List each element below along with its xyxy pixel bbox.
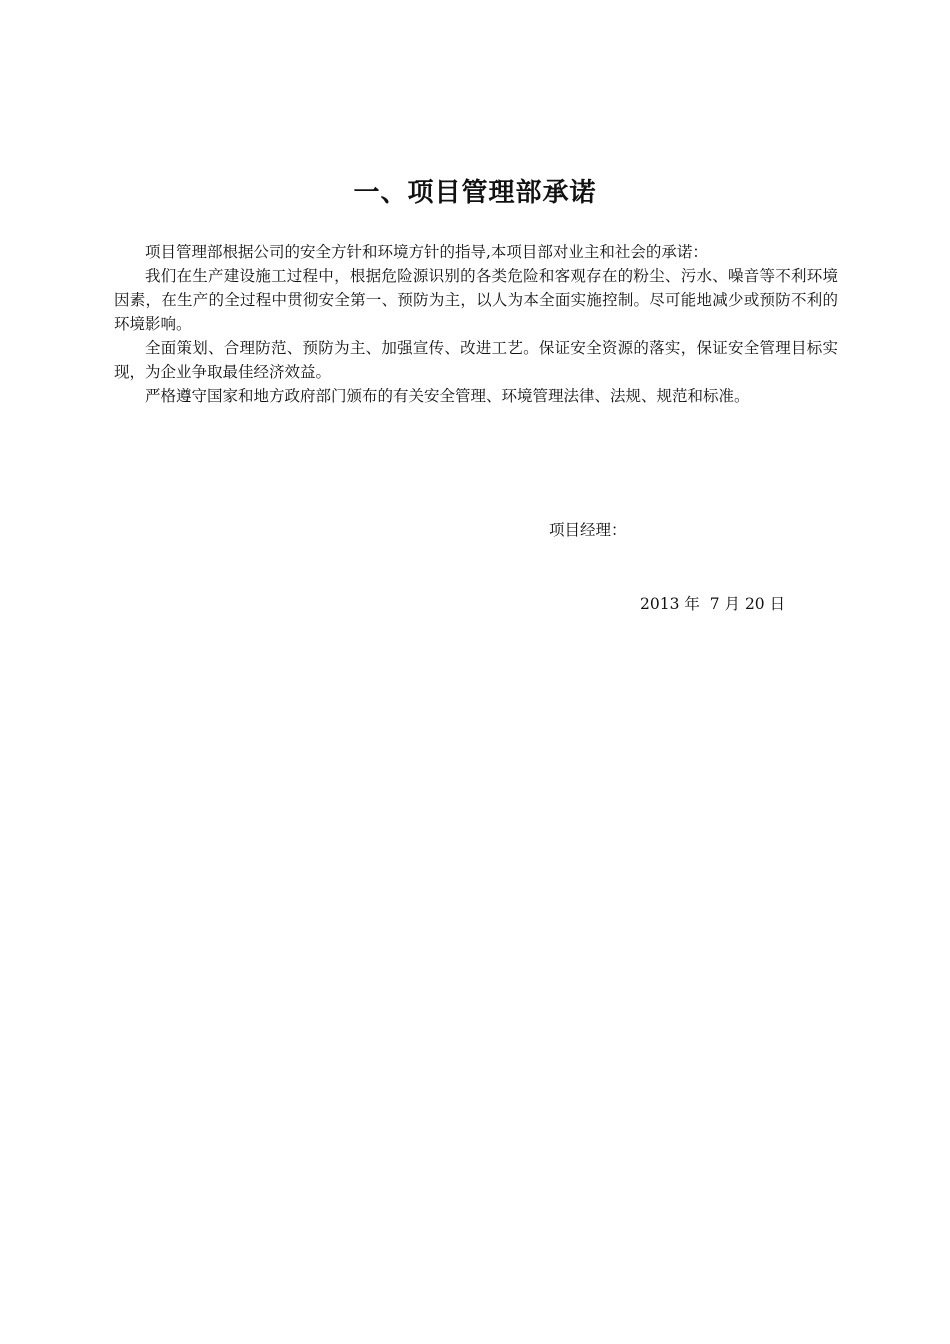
commitment-body <box>114 240 838 408</box>
paragraph-environment: 我们在生产建设施工过程中，根据危险源识别的各类危险和客观存在的粉尘、污水、噪音等不利环境因素，在生产的全过程中贯彻安全第一、预防为主，以人为本全面实施控制。尽可能地减少或预防不利的环境影响。 <box>114 267 838 333</box>
paragraph-intro: 项目管理部根据公司的安全方针和环境方针的指导,本项目部对业主和社会的承诺： <box>145 243 708 261</box>
paragraph-planning: 全面策划、合理防范、预防为主、加强宣传、改进工艺。保证安全资源的落实，保证安全管理目标实现，为企业争取最佳经济效益。 <box>114 339 838 381</box>
signature-date: 2013 年 7 月 20 日 <box>640 595 786 613</box>
paragraph-compliance: 严格遵守国家和地方政府部门颁布的有关安全管理、环境管理法律、法规、规范和标准。 <box>145 387 750 405</box>
signature-label: 项目经理： <box>549 521 627 539</box>
document-title: 一、项目管理部承诺 <box>353 178 597 208</box>
